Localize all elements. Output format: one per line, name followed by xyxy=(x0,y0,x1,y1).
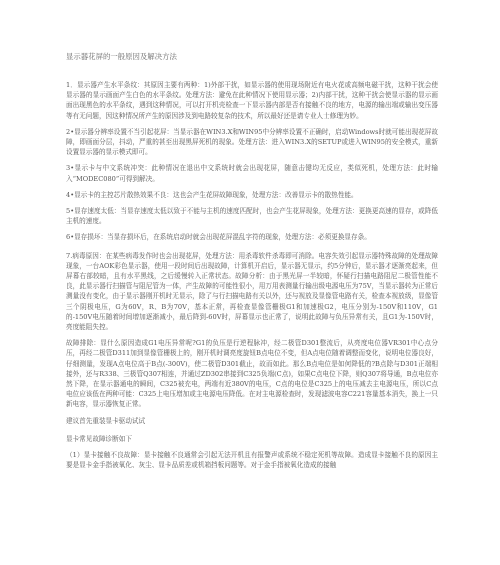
document-title: 显示器花屏的一般原因及解决方法 xyxy=(66,52,177,61)
paragraph-5: 5•显存速度太低：当显存速度太低以致于不能与主机的速度匹配时，也会产生花屏现象，处理方法：更换更高速的显存，或降低主机的速度。 xyxy=(66,207,438,226)
paragraph-10: 显卡常见故障诊断如下 xyxy=(66,434,132,443)
paragraph-1: 1．显示器产生水平条纹：其原因主要有两种：1)外部干扰，如显示器的使用现场附近有电火花或高频电磁干扰，这种干扰会使显示器的显示画面产生白色的水平条纹。处理方法：避免在此种情况下使用显示器；2)内部干扰，这种干扰会使显示器的显示画面出现黑色的水平条纹，遇到这种情况，可以打开机壳检查一下显示器内部是否有接触不良的地方，电源的输出端或输出变压器等有无问题，因这种情况所产生的原因涉及到电路较复杂的技术，所以最好还是请专业人士修理为妙。 xyxy=(66,81,438,120)
paragraph-6: 6•显存损坏：当显存损坏后，在系统启动时就会出现花屏混乱字符的现象，处理方法：必须更换显存条。 xyxy=(66,233,371,242)
paragraph-7: 7.病毒原因：在某些病毒发作时也会出现花屏，处理方法：用杀毒软件杀毒即可消除。电容失效引起显示器特殊故障的处理故障现象，一台AOK彩色显示器，使用一段时间后出现故障，计算机开启后，显示器无显示，约5分钟后，显示器才逐渐亮起来，但屏幕右部较暗，且有水平黑线，之后缓慢转入正常状态。故障分析：由于黑光屏一半较暗，怀疑行扫描电路阻尼二极管性能不良，此显示器行扫描管与阻尼管为一体，产生故障的可能性很小，用万用表测量行输出级电源电压为75V，当显示器转为正常后测量没有变化，由于显示器刚开机时无显示，除了与行扫描电路有关以外，还与视放及显像管电路有关，检查本视放级，显像管三个阴极电压，G为60V，R、B为70V，基本正常，再检查显像管栅极G1和加速极G2，电压分别为-150V和110V，G1的-150V电压随着时间增加逐渐减小，最后降到-60V时，屏幕显示也正常了，说明此故障与负压异常有关，且G1为-150V时，亮度能阻失控。 xyxy=(66,251,438,332)
paragraph-3: 3•显示卡与中文系统冲突：此种情况在退出中文系统时就会出现花屏，随意击键均无反应，类似死机，处理方法：此时输入“MODEC080”可得到解决。 xyxy=(66,164,438,183)
paragraph-9: 建议首先重装显卡驱动试试 xyxy=(66,416,146,425)
paragraph-4: 4•显示卡的主控芯片散热效果不良：这也会产生花屏故障现象，处理方法：改善显示卡的散热性能。 xyxy=(66,190,358,199)
paragraph-8: 故障排除：显什么原因造成G1电压异常呢?G1的负压是行逆程脉冲，经二极管D301整流后，从亮度电位器VR301中心点分压，再经二极管D311加到显像管栅极上的，刚开机时调亮度旋钮B点电位不变，但A点电位随着调整而变化，说明电位器良好，仔细测量，发现A点电位高于B点(-300V)，使二极管D301截止，故而如此。那么B点电位是如何降低的?B点除与D301正端相接外，还与R338、三极管Q307相连，并通过ZD302串接到C325负端(C点)，如果C点电位下降，则Q307将导通，B点电位亦然下降，在显示器通电的瞬间，C325被充电，两端有近380V的电压，C点的电位是C325上的电压减去主电源电压，所以C点电位应该低在两种可能：C325上电压增加或主电源电压降低。在对主电源检查时，发现滤波电容C221容量基本消失，换上一只新电容，显示器恢复正常。 xyxy=(66,339,438,409)
paragraph-2: 2•显示器分辨率设置不当引起花屏：当显示器在WIN3.X和WIN95中分辨率设置不正确时，启动Windows时就可能出现花屏故障，即画面分层，抖动，严重的甚至出现黑屏死机的现象。处理方法：进入WIN3.X的SETUP或进入WIN95的安全模式，重新设置显示器的显示模式即可。 xyxy=(66,127,438,157)
paragraph-11: （1）显卡接触不良故障：显卡接触不良通常会引起无法开机且有报警声或系统不稳定死机等故障。造成显卡接触不良的原因主要是显卡金手指被氧化、灰尘、显卡品质差或机箱挡板问题等。对于金手指被氧化造成的接触 xyxy=(66,451,438,470)
